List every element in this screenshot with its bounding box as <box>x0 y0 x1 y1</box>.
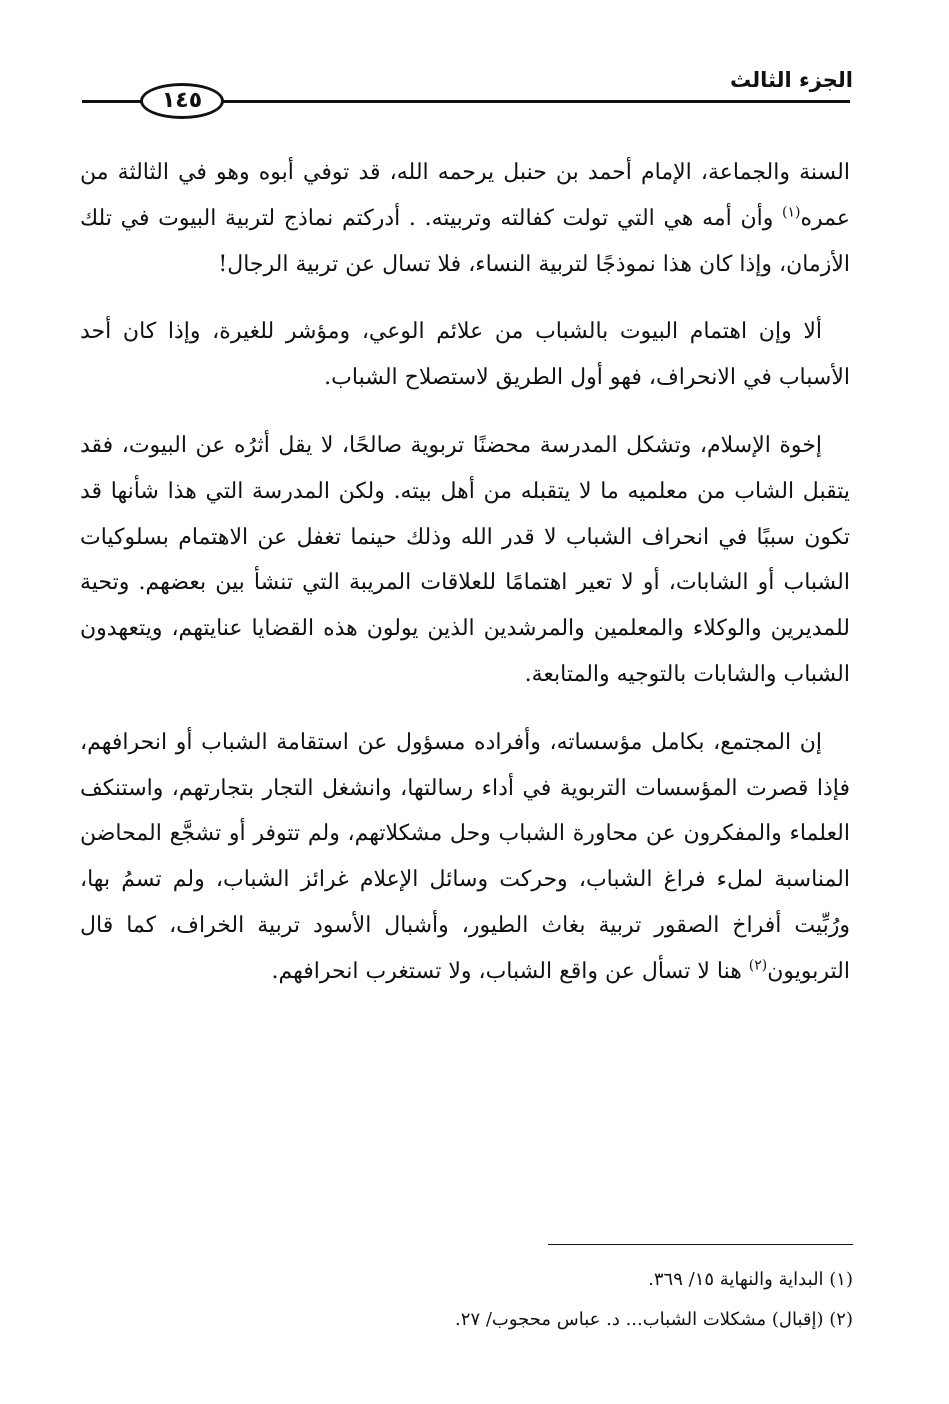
paragraph-2: ألا وإن اهتمام البيوت بالشباب من علائم الوعي، ومؤشر للغيرة، وإذا كان أحد الأسباب في الانحراف، فهو أول الطريق لاستصلاح الشباب. <box>80 319 850 391</box>
paragraph-4 <box>80 720 850 995</box>
paragraph-1 <box>80 150 850 287</box>
footnote-ref-2[interactable]: (٢) <box>748 957 768 974</box>
paragraph-3: إخوة الإسلام، وتشكل المدرسة محضنًا تربوية صالحًا، لا يقل أثرُه عن البيوت، فقد يتقبل الشاب من معلميه ما لا يتقبله من أهل بيته. ولكن المدرسة التي هذا شأنها قد تكون سببًا في انحراف الشباب لا قدر الله وذلك حينما تغفل عن الاهتمام بسلوكيات الشباب أو الشابات، أو لا تعير اهتمامًا للعلاقات المريبة التي تنشأ بين بعضهم. وتحية للمديرين والوكلاء والمعلمين والمرشدين الذين يولون هذه القضايا عنايتهم، ويتعهدون الشباب والشابات بالتوجيه والمتابعة. <box>80 432 850 687</box>
paragraph-1-text-a: السنة والجماعة، الإمام أحمد بن حنبل يرحمه الله، قد توفي أبوه وهو في الثالثة من عمره <box>80 160 850 231</box>
paragraph-1-text-b: وأن أمه هي التي تولت كفالته وتربيته. . أدركتم نماذج لتربية البيوت في تلك الأزمان، وإذا كان هذا نموذجًا لتربية النساء، فلا تسال عن تربية الرجال! <box>80 205 850 277</box>
footnote-ref-1[interactable]: (١) <box>782 204 801 221</box>
paragraph-4-text-a: إن المجتمع، بكامل مؤسساته، وأفراده مسؤول عن استقامة الشباب أو انحرافهم، فإذا قصرت المؤسسات التربوية في أداء رسالتها، وانشغل التجار بتجارتهم، واستنكف العلماء والمفكرون عن محاورة الشباب وحل مشكلاتهم، ولم تتوفر أو تشجَّع المحاضن المناسبة لملء فراغ الشباب، وحركت وسائل الإعلام غرائز الشباب، ولم تسمُ بها، ورُبِّيت أفراخ الصقور تربية بغاث الطيور، وأشبال الأسود تربية الخراف، كما قال التربويون <box>80 729 850 984</box>
body-text <box>80 150 850 1017</box>
footnotes <box>153 1260 853 1340</box>
running-header-title: الجزء الثالث <box>730 68 853 92</box>
footnote-1: (١) البداية والنهاية ١٥/ ٣٦٩. <box>648 1269 853 1290</box>
footnote-rule <box>548 1244 853 1245</box>
footnote-2: (٢) (إقبال) مشكلات الشباب... د. عباس محجوب/ ٢٧. <box>455 1309 853 1330</box>
paragraph-4-text-b: هنا لا تسأل عن واقع الشباب، ولا تستغرب انحرافهم. <box>271 958 749 984</box>
page-number: ١٤٥ <box>140 83 224 119</box>
